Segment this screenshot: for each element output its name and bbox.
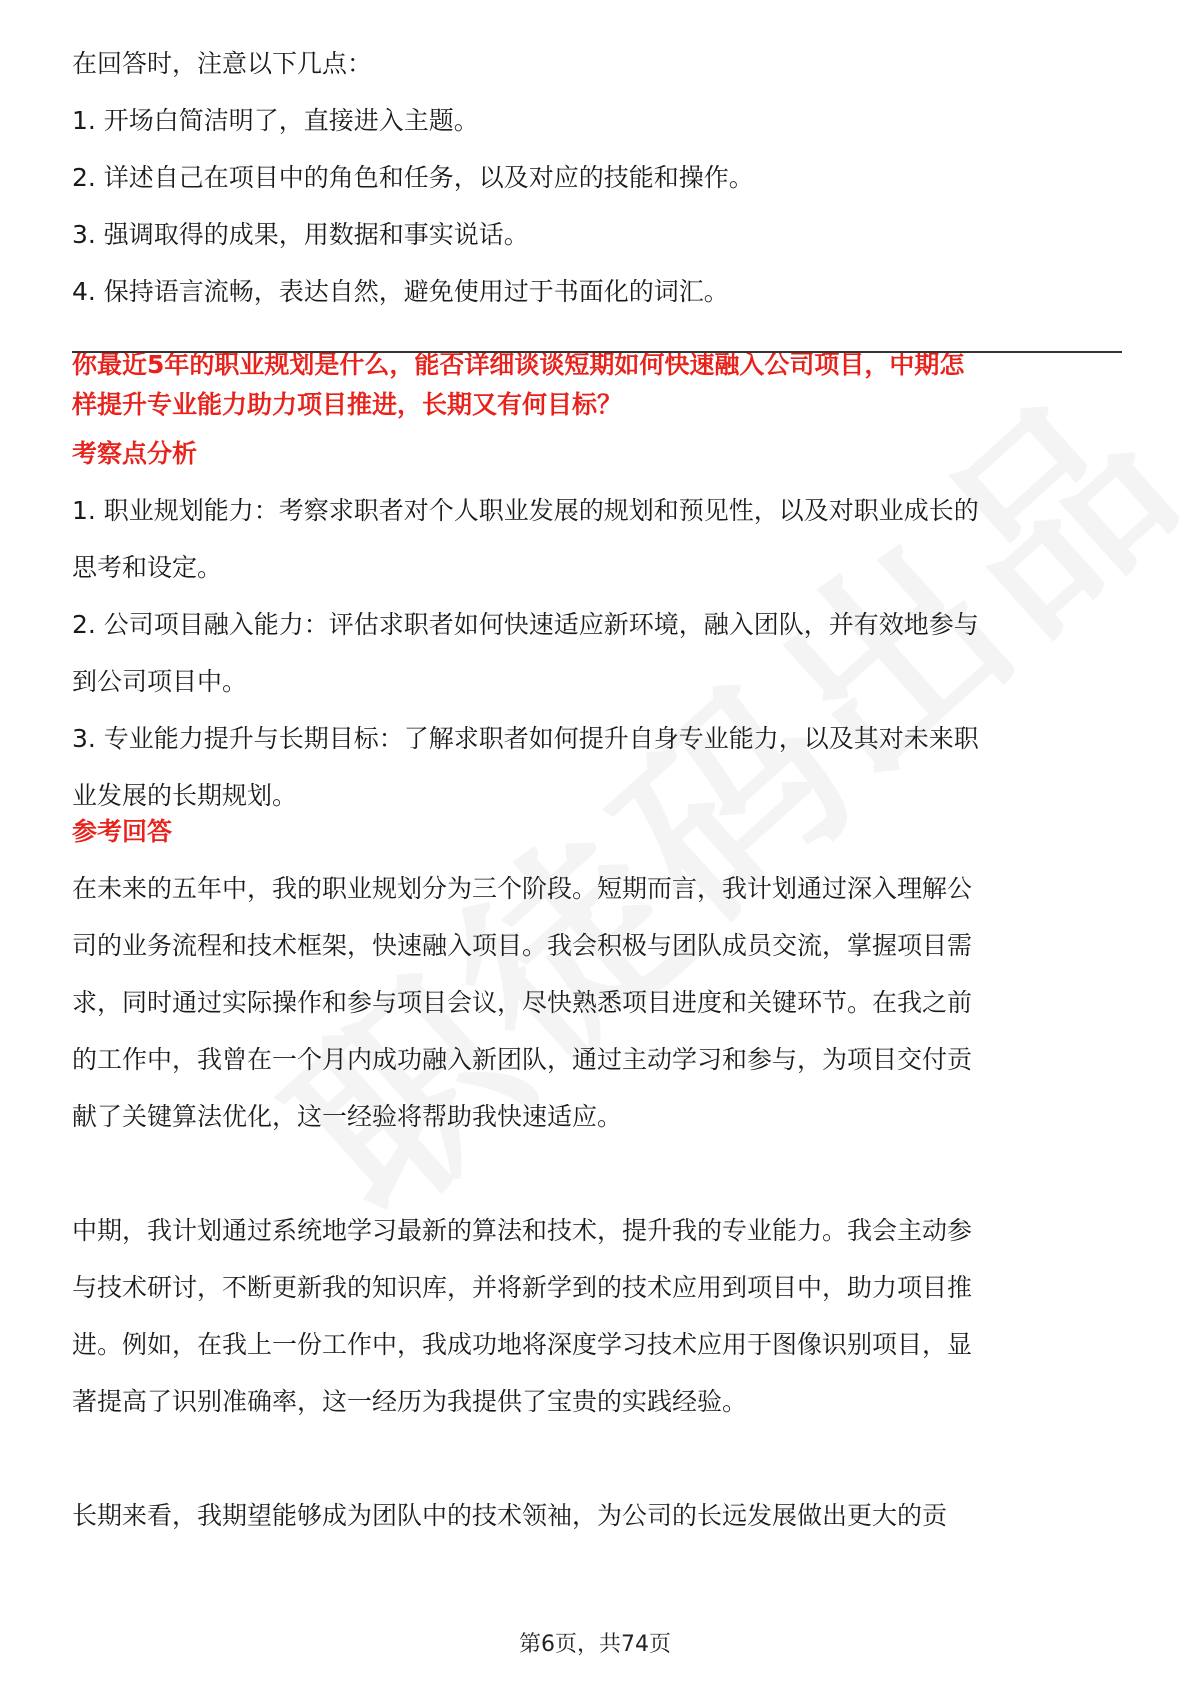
answer-line: 的工作中，我曾在一个月内成功融入新团队，通过主动学习和参与，为项目交付贡: [72, 1045, 973, 1074]
analysis-heading: 考察点分析: [72, 439, 198, 468]
answer-line: 在未来的五年中，我的职业规划分为三个阶段。短期而言，我计划通过深入理解公: [72, 874, 973, 903]
answer-line: 与技术研讨，不断更新我的知识库，并将新学到的技术应用到项目中，助力项目推: [72, 1273, 973, 1302]
analysis-item-line: 思考和设定。: [72, 553, 223, 582]
analysis-item-line: 业发展的长期规划。: [72, 781, 298, 810]
analysis-item-line: 1. 职业规划能力：考察求职者对个人职业发展的规划和预见性，以及对职业成长的: [72, 496, 979, 525]
intro-point: 3. 强调取得的成果，用数据和事实说话。: [72, 220, 529, 249]
answer-line: 中期，我计划通过系统地学习最新的算法和技术，提升我的专业能力。我会主动参: [72, 1216, 973, 1245]
answer-line: 著提高了识别准确率，这一经历为我提供了宝贵的实践经验。: [72, 1387, 748, 1416]
section-divider: [72, 351, 1122, 353]
analysis-section: [72, 425, 979, 824]
intro-lead: 在回答时，注意以下几点：: [72, 49, 373, 78]
answer-line: 进。例如，在我上一份工作中，我成功地将深度学习技术应用于图像识别项目，显: [72, 1330, 973, 1359]
analysis-item-line: 3. 专业能力提升与长期目标：了解求职者如何提升自身专业能力，以及其对未来职: [72, 724, 979, 753]
analysis-item-line: 到公司项目中。: [72, 667, 248, 696]
question-line: 样提升专业能力助力项目推进，长期又有何目标？: [72, 390, 623, 419]
answer-section: [72, 803, 972, 1544]
blank-line: [72, 1430, 972, 1487]
analysis-item-line: 2. 公司项目融入能力：评估求职者如何快速适应新环境，融入团队，并有效地参与: [72, 610, 979, 639]
answer-line: 司的业务流程和技术框架，快速融入项目。我会积极与团队成员交流，掌握项目需: [72, 931, 973, 960]
answer-line: 献了关键算法优化，这一经验将帮助我快速适应。: [72, 1102, 623, 1131]
answer-heading: 参考回答: [72, 817, 173, 846]
blank-line: [72, 1145, 972, 1202]
question-line: 你最近5年的职业规划是什么，能否详细谈谈短期如何快速融入公司项目，中期怎: [72, 350, 965, 379]
intro-point: 2. 详述自己在项目中的角色和任务，以及对应的技能和操作。: [72, 163, 754, 192]
question: [72, 345, 964, 425]
answer-line: 长期来看，我期望能够成为团队中的技术领袖，为公司的长远发展做出更大的贡: [72, 1501, 948, 1530]
answer-line: 求，同时通过实际操作和参与项目会议，尽快熟悉项目进度和关键环节。在我之前: [72, 988, 973, 1017]
page-footer: 第6页，共74页: [519, 1632, 671, 1657]
intro-section: [72, 35, 754, 320]
intro-point: 4. 保持语言流畅，表达自然，避免使用过于书面化的词汇。: [72, 277, 729, 306]
intro-point: 1. 开场白简洁明了，直接进入主题。: [72, 106, 479, 135]
